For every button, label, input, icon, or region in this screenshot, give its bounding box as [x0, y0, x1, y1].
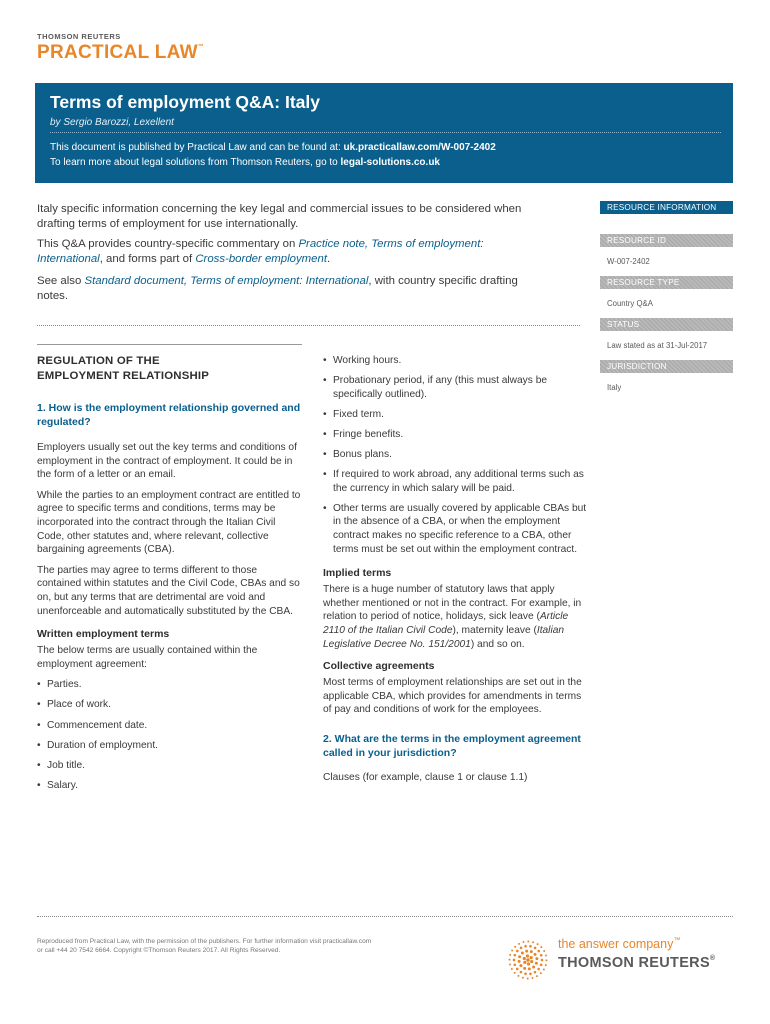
list-item: • Fringe benefits. [323, 428, 588, 442]
list-item: • Job title. [37, 759, 303, 773]
collective-agreements-heading: Collective agreements [323, 660, 435, 673]
paragraph: Employers usually set out the key terms and conditions of employment in the contract of employment. It could be in the form of a letter or an email. [37, 442, 297, 481]
list-item: • Duration of employment. [37, 739, 303, 753]
left-column [37, 354, 303, 792]
document-link[interactable]: uk.practicallaw.com/W-007-2402 [343, 142, 496, 153]
practice-note-link[interactable]: Practice note, Terms of employment: International [37, 238, 484, 265]
logo-tm: ™ [197, 44, 205, 50]
publication-line: This document is published by Practical Law and can be found at: uk.practicallaw.com/W-007-2402 [50, 142, 496, 153]
intro-divider [37, 325, 580, 326]
right-column [323, 354, 588, 784]
jurisdiction-label: JURISDICTION [600, 360, 733, 373]
list-item: • Fixed term. [323, 408, 588, 422]
question-2-answer: Clauses (for example, clause 1 or clause 1.1) [323, 771, 528, 783]
intro-paragraph-1: Italy specific information concerning the key legal and commercial issues to be considered when drafting terms of employment for use internationally. [37, 203, 522, 230]
page-title: Terms of employment Q&A: Italy [50, 92, 321, 112]
resource-type-label: RESOURCE TYPE [600, 276, 733, 289]
status-value: Law stated as at 31-Jul-2017 [607, 341, 708, 350]
written-terms-intro: The below terms are usually contained within the employment agreement: [37, 645, 258, 670]
logo-text: PRACTICAL LAW [37, 42, 198, 63]
banner-divider [50, 132, 721, 133]
standard-document-link[interactable]: Standard document, Terms of employment: International [84, 275, 369, 287]
section-heading: REGULATION OF THE EMPLOYMENT RELATIONSHIP [37, 355, 210, 382]
byline: by Sergio Barozzi, Lexellent [50, 117, 174, 128]
list-item: • Commencement date. [37, 719, 303, 733]
list-item: • If required to work abroad, any additional terms such as the currency in which salary will be paid. [323, 468, 588, 495]
intro-paragraph-3: See also Standard document, Terms of employment: International, with country specific drafting notes. [37, 275, 518, 302]
title-banner [35, 83, 733, 183]
cross-border-link[interactable]: Cross-border employment [195, 253, 327, 265]
footer-divider [37, 916, 733, 917]
brand-thomson-reuters-small: THOMSON REUTERS [37, 32, 121, 41]
status-label: STATUS [600, 318, 733, 331]
list-item: • Salary. [37, 779, 303, 793]
resource-id-value: W-007-2402 [607, 257, 650, 266]
paragraph: The parties may agree to terms different to those contained within statutes and the Civil Code, CBAs and so on, but any terms that are detrimental are void and unenforceable and automatically substituted by the CBA. [37, 564, 300, 617]
answer-company-tagline: the answer company™ [558, 937, 681, 951]
question-2-heading: 2. What are the terms in the employment agreement called in your jurisdiction? [323, 732, 581, 759]
copyright-notice: Reproduced from Practical Law, with the permission of the publishers. For further information visit practicallaw.com or call +44 20 7542 6664. Copyright ©Thomson Reuters 2017. All Rights Reserved. [37, 938, 372, 954]
legal-solutions-link[interactable]: legal-solutions.co.uk [340, 157, 440, 168]
jurisdiction-value: Italy [607, 383, 622, 392]
collective-agreements-text: Most terms of employment relationships are set out in the applicable CBA, which provides for amendments in terms of pay and conditions of work for the employees. [323, 677, 582, 716]
resource-id-label: RESOURCE ID [600, 234, 733, 247]
legal-solutions-line: To learn more about legal solutions from Thomson Reuters, go to legal-solutions.co.uk [50, 157, 440, 168]
resource-type-value: Country Q&A [607, 299, 653, 308]
legislative-decree-reference: Italian Legislative Decree No. 151/2001 [323, 624, 565, 650]
resource-information-header: RESOURCE INFORMATION [600, 201, 733, 214]
intro-paragraph-2: This Q&A provides country-specific commentary on Practice note, Terms of employment: International, and forms part of Cross-border employment. [37, 238, 484, 265]
civil-code-reference: Article 2110 of the Italian Civil Code [323, 611, 569, 636]
paragraph: While the parties to an employment contract are entitled to agree to specific terms and conditions, terms may be incorporated into the contract through the Italian Civil Code, other statutes and, where relevant, collective bargaining agreements (CBA). [37, 489, 301, 556]
written-terms-heading: Written employment terms [37, 628, 170, 641]
thomson-reuters-wordmark: THOMSON REUTERS® [558, 955, 716, 971]
list-item: • Bonus plans. [323, 448, 588, 462]
implied-terms-heading: Implied terms [323, 567, 392, 580]
list-item: • Other terms are usually covered by applicable CBAs but in the absence of a CBA, or when the employment contract makes no specific reference to a CBA, other terms must be set out within the employment contract. [323, 502, 588, 556]
practical-law-logo [37, 42, 204, 64]
list-item: • Parties. [37, 678, 303, 692]
section-rule [37, 344, 302, 345]
thomson-reuters-dot-logo-icon [508, 940, 548, 980]
implied-terms-text: There is a huge number of statutory laws that apply whether mentioned or not in the contract. For example, in relation to period of notice, holidays, sick leave (Article 2110 of the Italian Civil Code), maternity leave (Italian Legislative Decree No. 151/2001) and so on. [323, 584, 582, 650]
list-item: • Working hours. [323, 354, 588, 368]
list-item: • Place of work. [37, 698, 303, 712]
question-1-heading: 1. How is the employment relationship governed and regulated? [37, 402, 301, 428]
list-item: • Probationary period, if any (this must always be specifically outlined). [323, 374, 588, 401]
